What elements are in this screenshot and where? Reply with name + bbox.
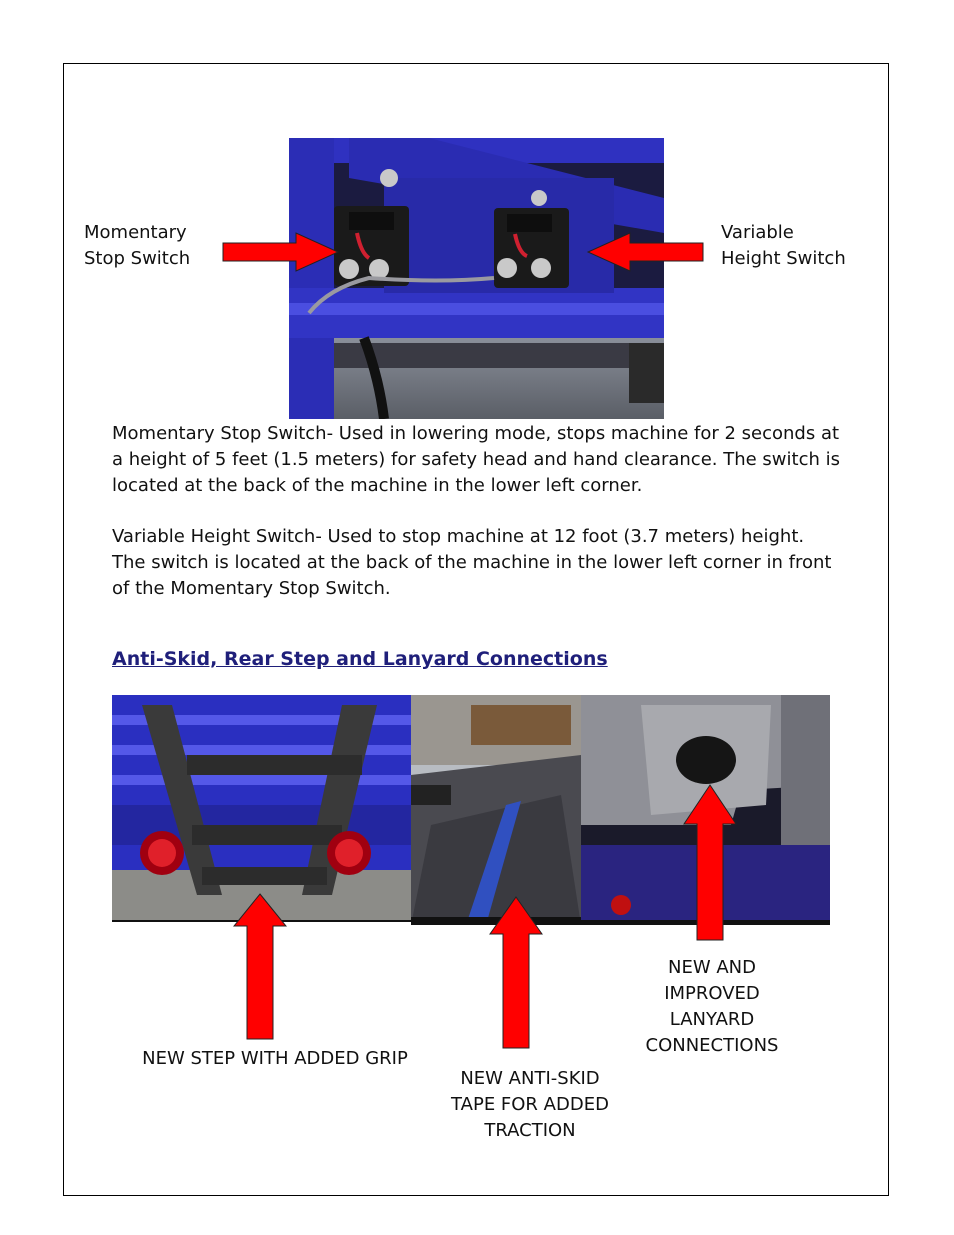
section-heading: Anti-Skid, Rear Step and Lanyard Connections [112, 648, 608, 670]
variable-height-switch-label: Variable Height Switch [721, 222, 846, 269]
anti-skid-tape-photo [411, 695, 581, 925]
arrow-to-momentary-switch [222, 232, 340, 272]
momentary-switch-description: Momentary Stop Switch- Used in lowering mode, stops machine for 2 seconds at a height of 5 feet (1.5 meters) for safety head and hand clearance. The switch is located at the back of the machine in the lower left corner. [112, 423, 840, 496]
arrow-to-lanyard [683, 784, 737, 941]
arrow-to-anti-skid-tape [489, 896, 543, 1049]
step-caption: NEW STEP WITH ADDED GRIP [142, 1048, 408, 1069]
arrow-to-step [233, 893, 287, 1040]
lanyard-caption: NEW AND IMPROVED LANYARD CONNECTIONS [645, 957, 779, 1056]
momentary-stop-switch-label: Momentary Stop Switch [84, 222, 191, 269]
switch-assembly-photo [289, 138, 664, 419]
anti-skid-caption: NEW ANTI-SKID TAPE FOR ADDED TRACTION [451, 1068, 609, 1141]
arrow-to-variable-switch [586, 232, 704, 272]
variable-switch-description: Variable Height Switch- Used to stop machine at 12 foot (3.7 meters) height. The switch is located at the back of the machine in the lower left corner in front of the Momentary Stop Switch. [112, 526, 832, 599]
rear-step-photo [112, 695, 411, 922]
